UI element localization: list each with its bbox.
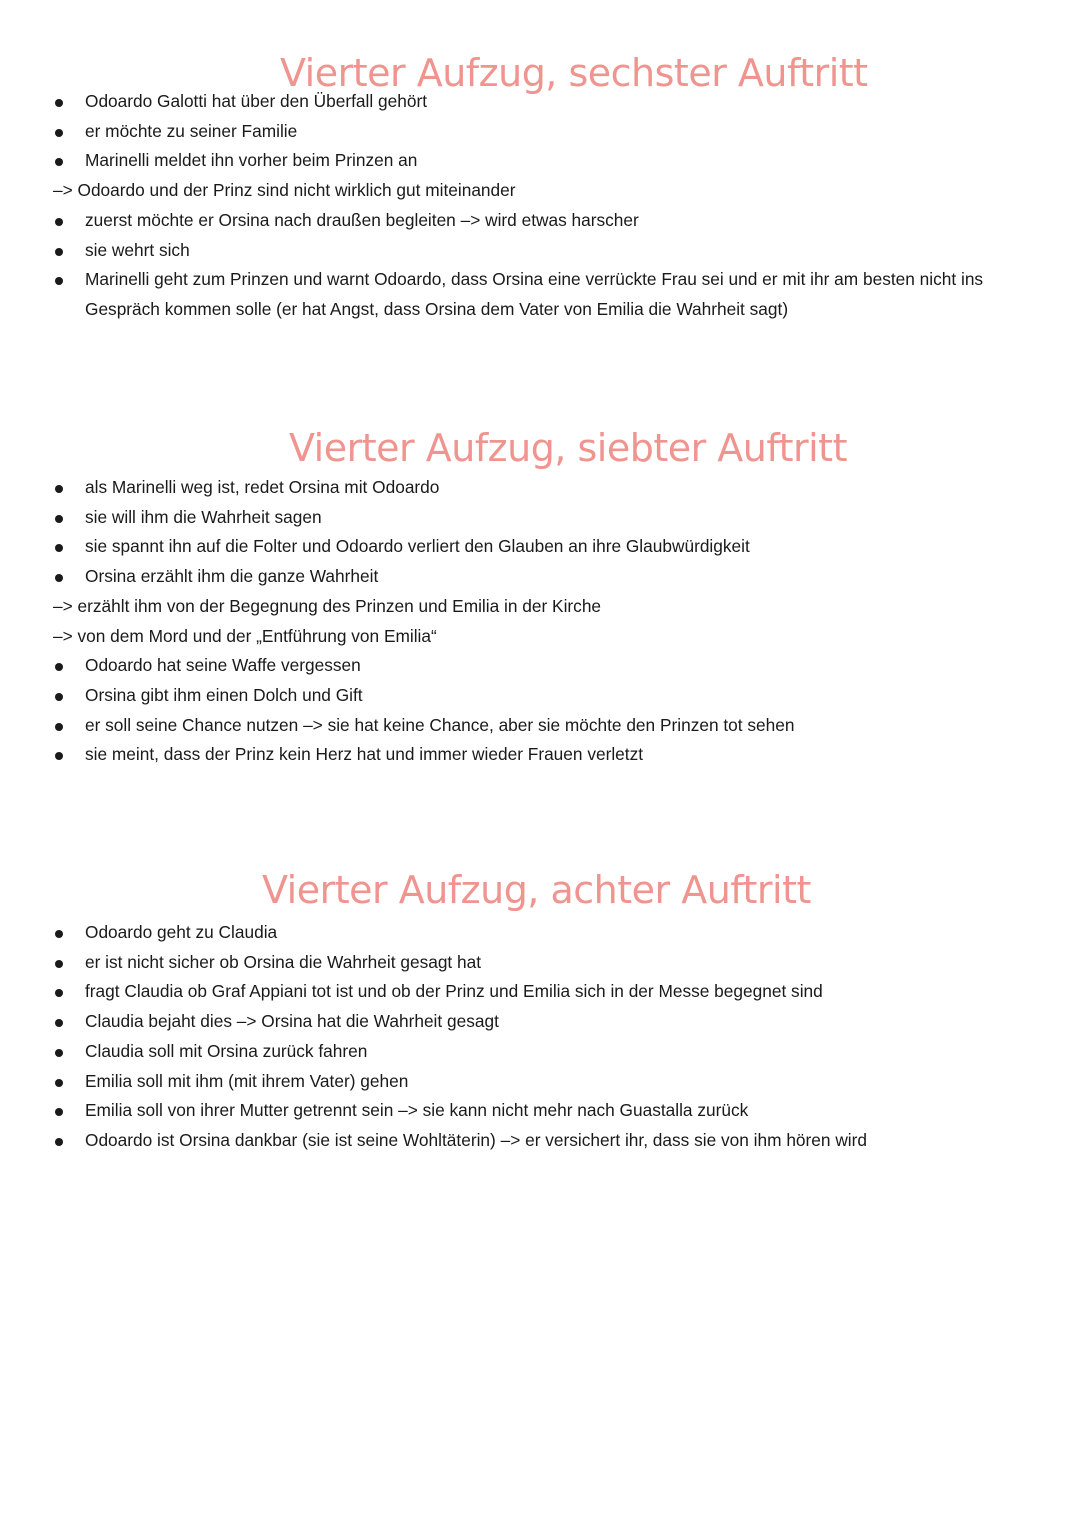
- list-item: [0, 622, 1080, 652]
- list-item: [0, 918, 1080, 948]
- bullet-dot-icon: [55, 99, 63, 107]
- bullet-dot-icon: [55, 752, 63, 760]
- bullet-dot-icon: [55, 1108, 63, 1116]
- list-item-text: sie will ihm die Wahrheit sagen: [85, 506, 322, 527]
- bullet-dot-icon: [55, 158, 63, 166]
- list-item: [0, 117, 1080, 147]
- bullet-dot-icon: [55, 989, 63, 997]
- list-item-text: zuerst möchte er Orsina nach draußen begleiten –> wird etwas harscher: [85, 209, 639, 230]
- bullet-dot-icon: [55, 544, 63, 552]
- list-item: [0, 1037, 1080, 1067]
- bullet-dot-icon: [55, 485, 63, 493]
- bullet-list: [0, 918, 1080, 1156]
- bullet-dot-icon: [55, 218, 63, 226]
- section-heading: Vierter Aufzug, siebter Auftritt: [289, 426, 847, 470]
- list-item: [0, 1096, 1080, 1126]
- list-item-text: Orsina gibt ihm einen Dolch und Gift: [85, 684, 363, 705]
- list-item: [0, 265, 1080, 295]
- list-item-text: –> Odoardo und der Prinz sind nicht wirklich gut miteinander: [53, 180, 516, 201]
- list-item: [0, 87, 1080, 117]
- list-item: [0, 295, 1080, 325]
- bullet-dot-icon: [55, 1138, 63, 1146]
- list-item-text: Emilia soll mit ihm (mit ihrem Vater) gehen: [85, 1070, 409, 1091]
- list-item-text: Odoardo Galotti hat über den Überfall gehört: [85, 91, 427, 111]
- list-item-text: Odoardo hat seine Waffe vergessen: [85, 655, 361, 676]
- list-item: [0, 206, 1080, 236]
- list-item: [0, 146, 1080, 176]
- list-item: [0, 977, 1080, 1007]
- bullet-dot-icon: [55, 693, 63, 701]
- list-item: [0, 681, 1080, 711]
- bullet-dot-icon: [55, 277, 63, 285]
- list-item-text: Claudia soll mit Orsina zurück fahren: [85, 1040, 368, 1061]
- list-item-text: fragt Claudia ob Graf Appiani tot ist und ob der Prinz und Emilia sich in der Messe begegnet sind: [85, 981, 823, 1002]
- list-item-text: Gespräch kommen solle (er hat Angst, dass Orsina dem Vater von Emilia die Wahrheit sagt): [85, 298, 789, 319]
- bullet-dot-icon: [55, 574, 63, 582]
- bullet-dot-icon: [55, 960, 63, 968]
- bullet-dot-icon: [55, 515, 63, 523]
- bullet-dot-icon: [55, 930, 63, 938]
- bullet-dot-icon: [55, 248, 63, 256]
- bullet-dot-icon: [55, 663, 63, 671]
- section-heading: Vierter Aufzug, sechster Auftritt: [280, 51, 868, 95]
- list-item-text: Marinelli geht zum Prinzen und warnt Odoardo, dass Orsina eine verrückte Frau sei und er mit ihr am besten nicht ins: [85, 269, 984, 290]
- bullet-dot-icon: [55, 129, 63, 137]
- list-item-text: Claudia bejaht dies –> Orsina hat die Wahrheit gesagt: [85, 1011, 499, 1032]
- list-item-text: sie spannt ihn auf die Folter und Odoardo verliert den Glauben an ihre Glaubwürdigkeit: [85, 536, 750, 557]
- list-item-text: Emilia soll von ihrer Mutter getrennt sein –> sie kann nicht mehr nach Guastalla zurück: [85, 1100, 749, 1121]
- list-item: [0, 740, 1080, 770]
- list-item: [0, 948, 1080, 978]
- bullet-list: [0, 473, 1080, 770]
- list-item-text: er ist nicht sicher ob Orsina die Wahrheit gesagt hat: [85, 951, 482, 972]
- bullet-dot-icon: [55, 1079, 63, 1087]
- list-item-text: Odoardo geht zu Claudia: [85, 922, 278, 942]
- bullet-dot-icon: [55, 1049, 63, 1057]
- list-item-text: als Marinelli weg ist, redet Orsina mit Odoardo: [85, 477, 440, 497]
- list-item-text: –> erzählt ihm von der Begegnung des Prinzen und Emilia in der Kirche: [53, 595, 602, 616]
- list-item-text: sie meint, dass der Prinz kein Herz hat und immer wieder Frauen verletzt: [85, 744, 644, 765]
- list-item-text: –> von dem Mord und der „Entführung von Emilia“: [53, 625, 437, 646]
- bullet-list: [0, 87, 1080, 325]
- bullet-dot-icon: [55, 723, 63, 731]
- list-item: [0, 562, 1080, 592]
- list-item: [0, 236, 1080, 266]
- list-item: [0, 503, 1080, 533]
- list-item: [0, 1126, 1080, 1156]
- list-item: [0, 1007, 1080, 1037]
- section-heading: Vierter Aufzug, achter Auftritt: [262, 868, 811, 912]
- list-item: [0, 711, 1080, 741]
- list-item: [0, 532, 1080, 562]
- list-item: [0, 176, 1080, 206]
- bullet-dot-icon: [55, 1019, 63, 1027]
- list-item-text: er möchte zu seiner Familie: [85, 120, 298, 141]
- list-item-text: sie wehrt sich: [85, 239, 190, 260]
- list-item-text: Odoardo ist Orsina dankbar (sie ist seine Wohltäterin) –> er versichert ihr, dass sie von ihm hören wird: [85, 1129, 868, 1150]
- list-item: [0, 592, 1080, 622]
- list-item-text: Orsina erzählt ihm die ganze Wahrheit: [85, 566, 379, 587]
- list-item-text: Marinelli meldet ihn vorher beim Prinzen an: [85, 150, 418, 171]
- list-item: [0, 473, 1080, 503]
- list-item: [0, 1067, 1080, 1097]
- list-item: [0, 651, 1080, 681]
- list-item-text: er soll seine Chance nutzen –> sie hat keine Chance, aber sie möchte den Prinzen tot sehen: [85, 714, 795, 735]
